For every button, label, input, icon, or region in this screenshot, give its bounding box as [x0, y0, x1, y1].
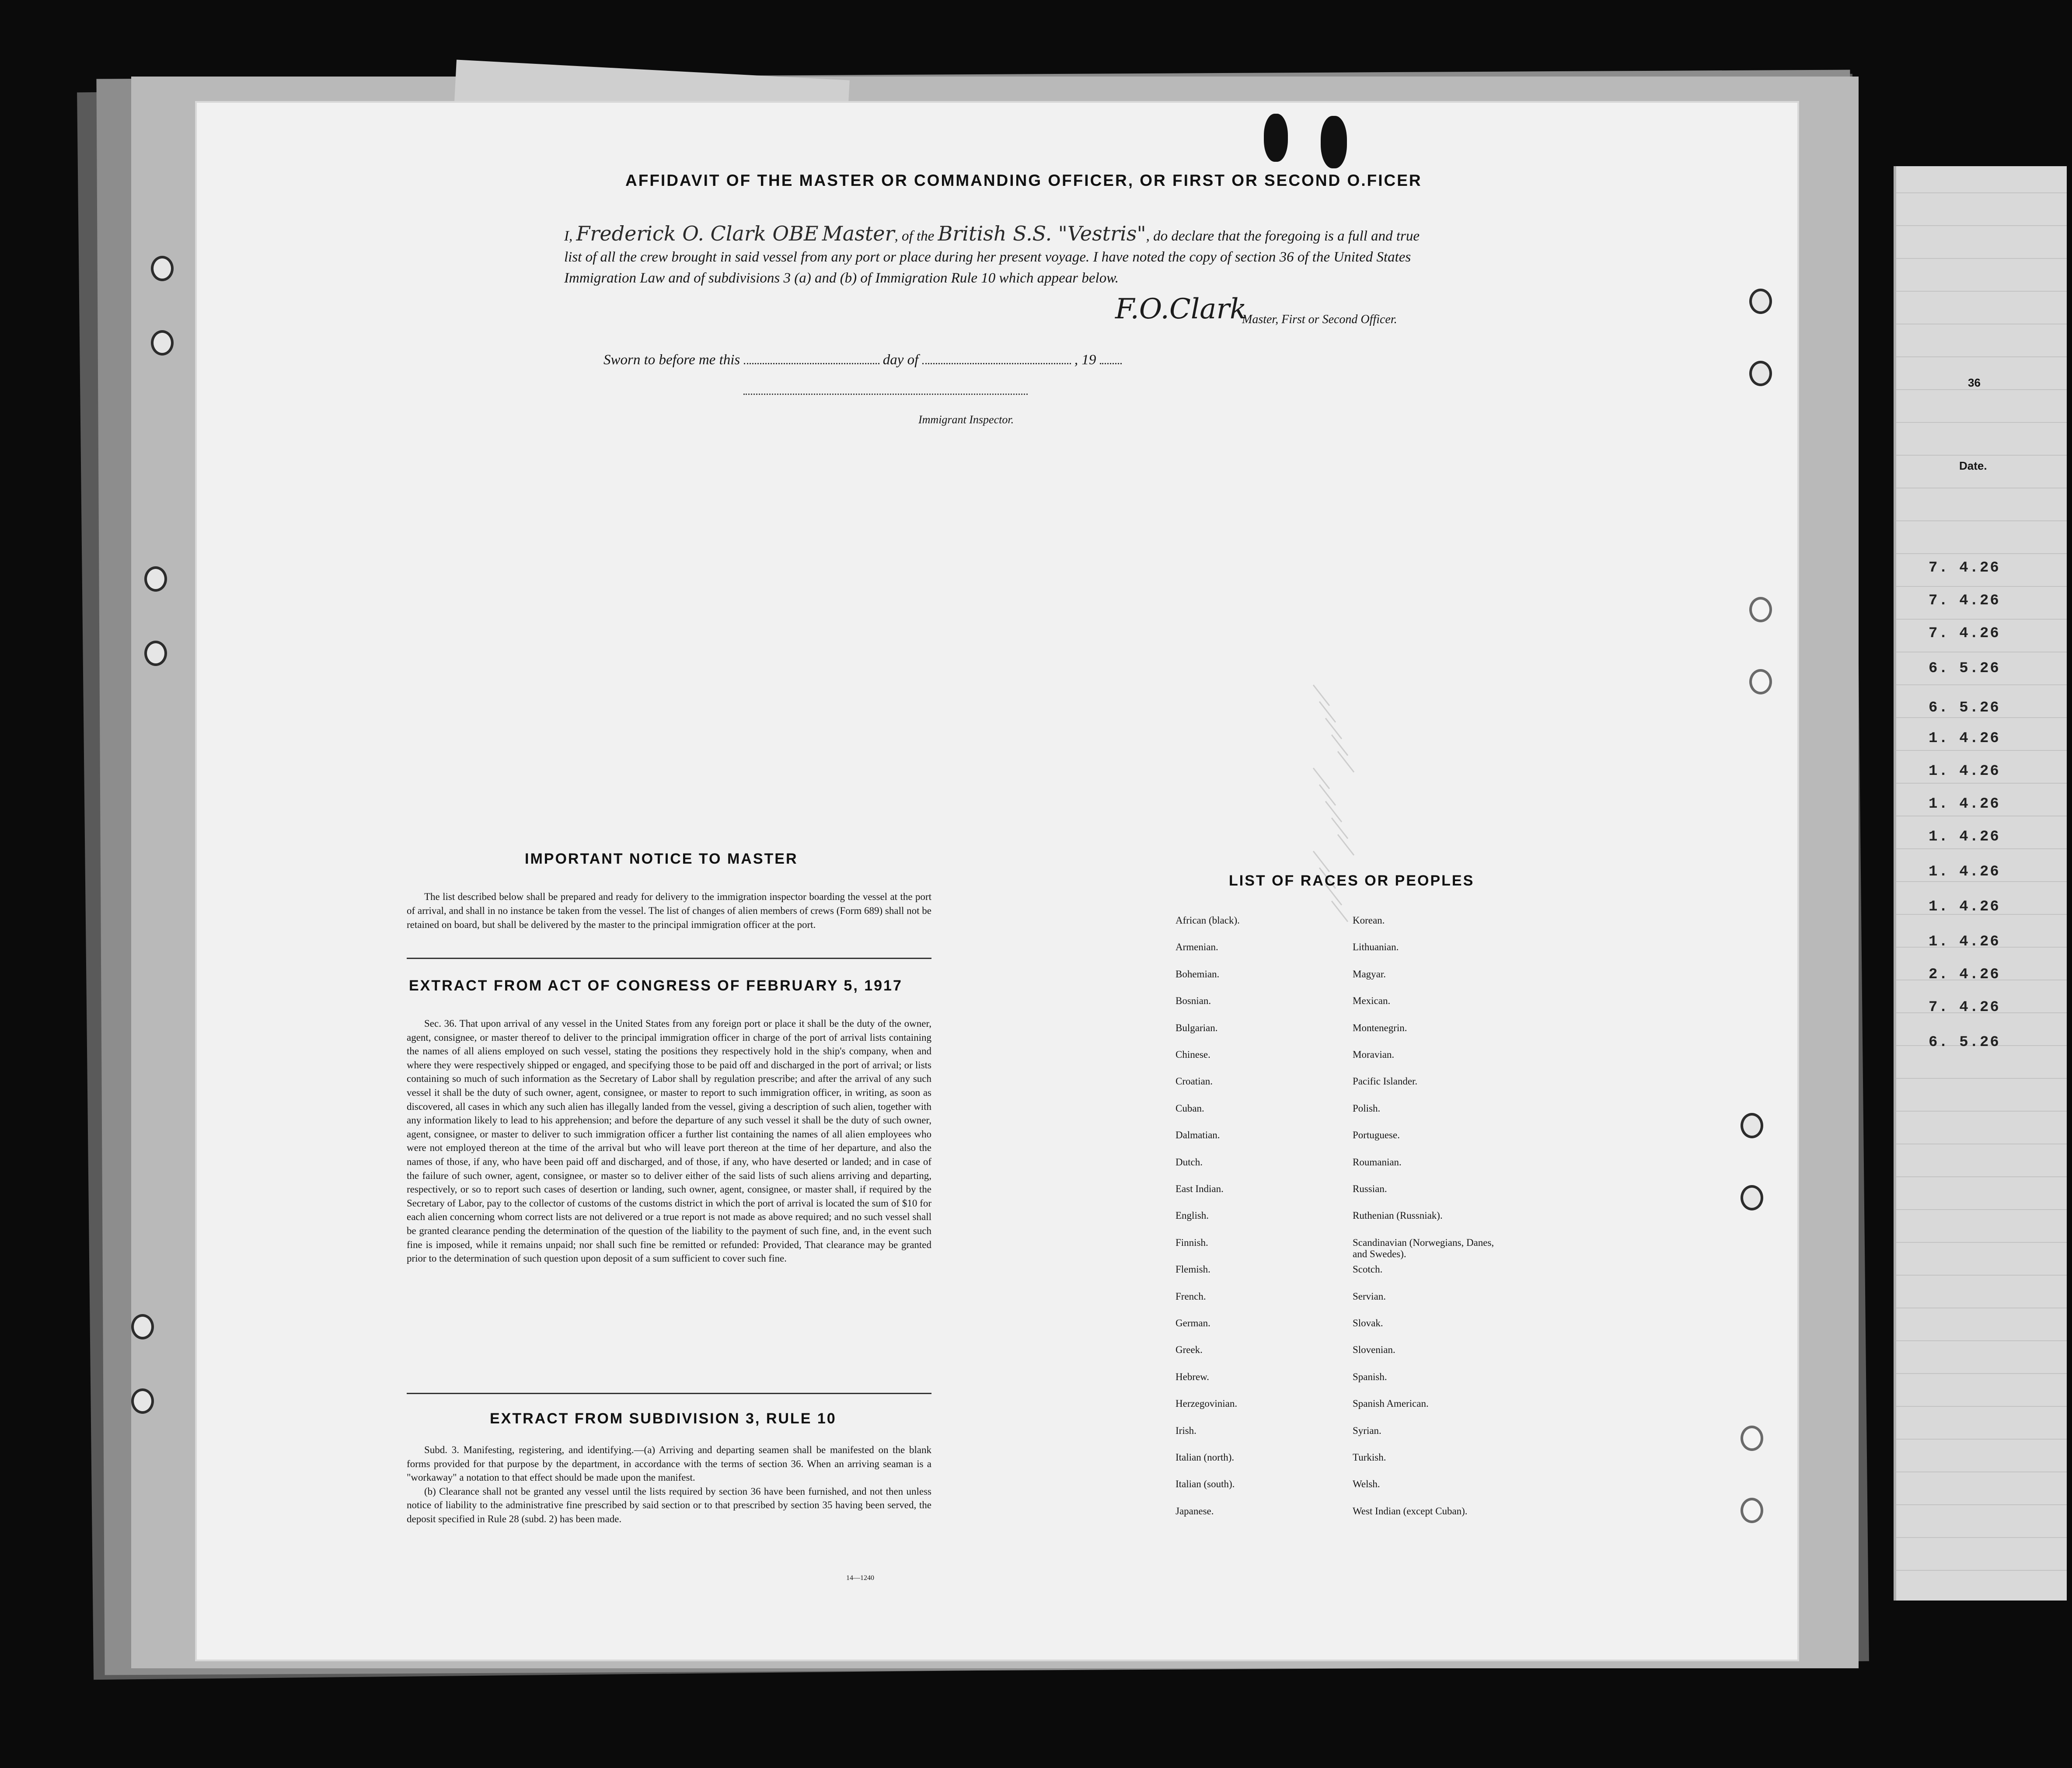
sworn-year-blank	[1100, 363, 1122, 364]
date-entry: 7. 4.26	[1929, 625, 2000, 642]
ledger-rule	[1896, 1570, 2067, 1571]
sworn-day-blank	[744, 363, 879, 364]
race-item: Syrian.	[1353, 1425, 1381, 1436]
race-item: French.	[1176, 1290, 1206, 1302]
ledger-rule	[1896, 520, 2067, 521]
ledger-rule	[1896, 684, 2067, 685]
date-entry: 1. 4.26	[1929, 864, 2000, 880]
date-entry: 7. 4.26	[1929, 999, 2000, 1016]
race-item: Scotch.	[1353, 1264, 1383, 1275]
date-entry: 1. 4.26	[1929, 899, 2000, 915]
notice-heading: IMPORTANT NOTICE TO MASTER	[525, 851, 798, 867]
section-divider	[407, 958, 931, 959]
date-entry: 1. 4.26	[1929, 796, 2000, 813]
race-item: Welsh.	[1353, 1479, 1380, 1490]
race-item: German.	[1176, 1318, 1210, 1329]
sworn-month-blank	[922, 363, 1071, 364]
binding-hole	[1749, 289, 1772, 314]
date-entry: 2. 4.26	[1929, 966, 2000, 983]
race-item: Bohemian.	[1176, 968, 1220, 980]
race-item: Flemish.	[1176, 1264, 1210, 1275]
extract-rule-body	[407, 1443, 931, 1526]
ledger-rule	[1896, 192, 2067, 193]
race-item: Turkish.	[1353, 1452, 1386, 1463]
race-item: Finnish.	[1176, 1237, 1208, 1248]
race-item: Italian (south).	[1176, 1479, 1235, 1490]
affidavit-declaration	[564, 223, 1430, 289]
binding-hole	[131, 1388, 154, 1414]
date-entry: 1. 4.26	[1929, 730, 2000, 747]
race-item: Dutch.	[1176, 1156, 1203, 1168]
affidavit-heading: AFFIDAVIT OF THE MASTER OR COMMANDING OFFICER, OR FIRST OR SECOND O.FICER	[625, 171, 1422, 189]
race-item: Mexican.	[1353, 995, 1391, 1007]
section-divider	[407, 1393, 931, 1394]
form-number: 14—1240	[846, 1574, 874, 1582]
extract-act-body: Sec. 36. That upon arrival of any vessel in the United States from any foreign port or place it shall be the duty of the owner, agent, consignee, or master thereof to deliver to the principal immigration officer in charge of the port of arrival lists containing the names of all aliens employed on such vessel, stating the positions they respectively hold in the ship's company, when and where they were respectively shipped or engaged, and specifying those to be paid off and discharged in the port of arrival; or lists containing so much of such information as the Secretary of Labor shall by regulation prescribe; and after the arrival of any such vessel it shall be the duty of such owner, agent, consignee, or master to report to such immigration officer, in writing, as soon as discovered, all cases in which any such alien has illegally landed from the vessel, giving a description of such alien, together with any information likely to lead to his apprehension; and before the departure of any such vessel it shall be the duty of such owner, agent, consignee, or master to deliver to such immigration officer a further list containing the names of all alien employees who were not employed thereon at the time of the arrival but who will leave port thereon at the time of her departure, and also the names of those, if any, who have been paid off and discharged, and of those, if any, who have deserted or landed; and in case of the failure of such owner, agent, consignee, or master so to deliver either of the said lists of such aliens arriving and departing, respectively, or so to report such cases of desertion or landing, such owner, agent, consignee, or master shall, if required by the Secretary of Labor, pay to the collector of customs of the customs district in which the port of arrival is located the sum of $10 for each alien concerning whom correct lists are not delivered or a true report is not made as above required; and no such vessel shall be granted clearance pending the determination of the question of the liability to the payment of such fine, and, in the event such fine is imposed, while it remains unpaid; nor shall such fine be remitted or refunded: Provided, That clearance may be granted prior to the determination of such question upon deposit of a sum sufficient to cover such fine.	[407, 1018, 931, 1264]
ledger-rule	[1896, 553, 2067, 554]
ledger-rule	[1896, 1176, 2067, 1177]
race-item: Armenian.	[1176, 942, 1218, 953]
race-item: West Indian (except Cuban).	[1353, 1505, 1468, 1517]
binding-hole	[151, 256, 174, 281]
ledger-rule	[1896, 1537, 2067, 1538]
race-item: African (black).	[1176, 915, 1240, 926]
sworn-prefix: Sworn to before me this	[603, 352, 740, 368]
race-item: Croatian.	[1176, 1076, 1213, 1087]
race-item: Pacific Islander.	[1353, 1076, 1418, 1087]
race-item: Cuban.	[1176, 1102, 1204, 1114]
ledger-rule	[1896, 1209, 2067, 1210]
race-item: Dalmatian.	[1176, 1130, 1220, 1141]
race-item: Spanish.	[1353, 1371, 1387, 1382]
race-item: Moravian.	[1353, 1049, 1395, 1060]
race-item: English.	[1176, 1210, 1209, 1221]
binding-hole	[1749, 669, 1772, 694]
ledger-rule	[1896, 1439, 2067, 1440]
ledger-rule	[1896, 422, 2067, 423]
race-item: Lithuanian.	[1353, 942, 1399, 953]
ledger-rule	[1896, 455, 2067, 456]
race-item: Ruthenian (Russniak).	[1353, 1210, 1443, 1221]
race-item: Greek.	[1176, 1344, 1203, 1356]
rank-handwritten: Master	[822, 222, 895, 245]
declaration-text: that the foregoing is a full and true list of all the crew brought in said vessel from any port or place during her present voyage. I have noted the copy of section 36 of the United States Immigration Law and of subdivisions 3 (a) and (b) of Immigration Rule 10 which appear below.	[564, 228, 1420, 286]
date-entry: 6. 5.26	[1929, 1034, 2000, 1051]
ledger-rule	[1896, 1340, 2067, 1341]
rule-paragraph-a: Subd. 3. Manifesting, registering, and identifying.—(a) Arriving and departing seamen shall be manifested on the blank forms provided for that purpose by the department, in accordance with the terms of section 36. When an arriving seaman is a "workaway" a notation to that effect should be made upon the manifest.	[407, 1444, 931, 1483]
ledger-rule	[1896, 356, 2067, 357]
ink-blot	[1264, 114, 1288, 162]
ink-blot	[1321, 116, 1347, 168]
race-item: Italian (north).	[1176, 1452, 1235, 1463]
race-item: Chinese.	[1176, 1049, 1210, 1060]
inspector-label: Immigrant Inspector.	[918, 413, 1014, 426]
date-entry: 7. 4.26	[1929, 593, 2000, 609]
date-entry: 6. 5.26	[1929, 660, 2000, 677]
race-item: Bulgarian.	[1176, 1022, 1218, 1033]
binding-hole	[144, 641, 167, 666]
race-item: Spanish American.	[1353, 1398, 1429, 1409]
inspector-signature-line	[743, 394, 1028, 395]
ledger-rule	[1896, 881, 2067, 882]
ledger-rule	[1896, 258, 2067, 259]
declaration-mid: , of the	[894, 228, 935, 244]
race-item: East Indian.	[1176, 1183, 1224, 1194]
master-signature: F.O.Clark	[1115, 293, 1247, 325]
date-entry: 1. 4.26	[1929, 829, 2000, 845]
vessel-handwritten: British S.S. "Vestris"	[938, 222, 1146, 245]
binding-hole	[144, 566, 167, 592]
race-item: Bosnian.	[1176, 995, 1211, 1007]
signature-label: Master, First or Second Officer.	[1242, 313, 1397, 326]
race-item: Polish.	[1353, 1102, 1381, 1114]
ledger-rule	[1896, 291, 2067, 292]
side-page-number: 36	[1968, 376, 1981, 389]
race-item: Portuguese.	[1353, 1130, 1400, 1141]
ledger-rule	[1896, 1111, 2067, 1112]
ledger-rule	[1896, 1406, 2067, 1407]
ledger-rule	[1896, 1242, 2067, 1243]
binding-hole	[1741, 1113, 1763, 1138]
ledger-rule	[1896, 717, 2067, 718]
race-item: Hebrew.	[1176, 1371, 1210, 1382]
rule-paragraph-b: (b) Clearance shall not be granted any vessel until the lists required by section 36 have been furnished, and not then unless notice of liability to the administrative fine prescribed by said section or to that prescribed by section 35 having been served, the deposit specified in Rule 28 (subd. 2) has been made.	[407, 1486, 931, 1524]
binding-hole	[1741, 1498, 1763, 1523]
date-entry: 1. 4.26	[1929, 763, 2000, 780]
ledger-rule	[1896, 1373, 2067, 1374]
notice-body: The list described below shall be prepared and ready for delivery to the immigration inspector boarding the vessel at the port of arrival, and shall in no instance be taken from the vessel. The list of changes of alien members of crews (Form 689) shall not be retained on board, but shall be delivered by the master to the principal immigration officer at the port.	[407, 891, 931, 930]
ledger-rule	[1896, 389, 2067, 390]
race-item: Magyar.	[1353, 968, 1386, 980]
race-item: Scandinavian (Norwegians, Danes, and Swedes).	[1353, 1237, 1494, 1259]
race-item: Herzegovinian.	[1176, 1398, 1238, 1409]
binding-hole	[1741, 1185, 1763, 1210]
race-item: Roumanian.	[1353, 1156, 1402, 1168]
sworn-day-label: day of	[883, 352, 919, 368]
date-column-header: Date.	[1959, 459, 1987, 472]
race-item: Korean.	[1353, 915, 1385, 926]
binding-hole	[131, 1314, 154, 1339]
race-item: Russian.	[1353, 1183, 1387, 1194]
extract-rule-heading: EXTRACT FROM SUBDIVISION 3, RULE 10	[490, 1410, 837, 1427]
binding-hole	[1749, 361, 1772, 386]
declaration-suffix: , do declare	[1146, 228, 1214, 244]
race-item: Montenegrin.	[1353, 1022, 1407, 1033]
declaration-prefix: I,	[564, 228, 573, 244]
race-item: Servian.	[1353, 1290, 1386, 1302]
sworn-line	[603, 352, 1122, 368]
ledger-rule	[1896, 1078, 2067, 1079]
ledger-rule	[1896, 783, 2067, 784]
extract-act-heading: EXTRACT FROM ACT OF CONGRESS OF FEBRUARY 5, 1917	[409, 977, 903, 994]
race-item: Irish.	[1176, 1425, 1196, 1436]
binding-hole	[1749, 597, 1772, 622]
binding-hole	[151, 330, 174, 356]
ledger-rule	[1896, 1504, 2067, 1505]
binding-hole	[1741, 1426, 1763, 1451]
date-entry: 6. 5.26	[1929, 700, 2000, 716]
date-entry: 7. 4.26	[1929, 560, 2000, 576]
ledger-rule	[1896, 225, 2067, 226]
race-item: Japanese.	[1176, 1505, 1214, 1517]
date-entry: 1. 4.26	[1929, 934, 2000, 950]
races-heading: LIST OF RACES OR PEOPLES	[1229, 872, 1475, 889]
ledger-rule	[1896, 848, 2067, 849]
race-item: Slovenian.	[1353, 1344, 1395, 1356]
master-name-handwritten: Frederick O. Clark OBE	[576, 222, 819, 245]
ledger-rule	[1896, 586, 2067, 587]
ledger-rule	[1896, 619, 2067, 620]
sworn-year-label: , 19	[1074, 352, 1096, 368]
affidavit-page	[197, 103, 1797, 1660]
ledger-rule	[1896, 750, 2067, 751]
race-item: Slovak.	[1353, 1318, 1383, 1329]
ledger-rule	[1896, 1275, 2067, 1276]
